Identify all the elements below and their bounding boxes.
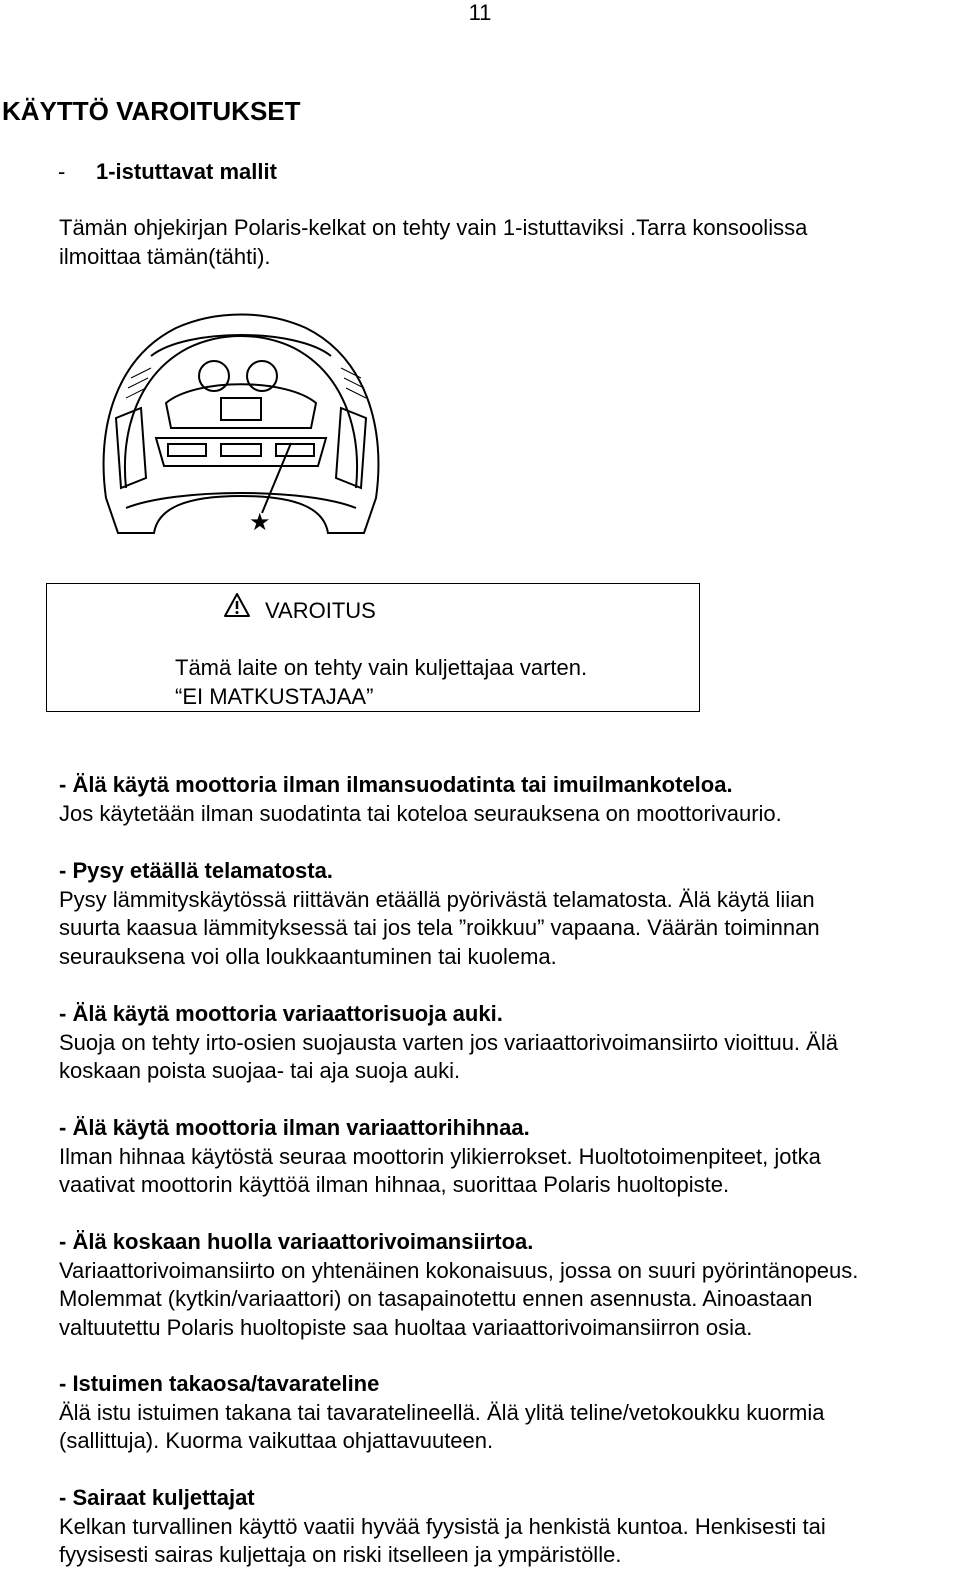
page-title: KÄYTTÖ VAROITUKSET xyxy=(2,96,301,126)
section-heading: - Älä käytä moottoria ilman variaattorihihnaa. xyxy=(59,1115,530,1140)
subsection-title: 1-istuttavat mallit xyxy=(96,159,277,184)
section-sick-drivers xyxy=(59,1484,826,1570)
section-heading: - Sairaat kuljettajat xyxy=(59,1485,255,1510)
section-heading: - Älä käytä moottoria ilman ilmansuodatinta tai imuilmankoteloa. xyxy=(59,772,733,797)
gauge-right-icon xyxy=(247,361,277,391)
instrument-block xyxy=(221,398,261,420)
section-track xyxy=(59,857,820,971)
dash-panel xyxy=(166,384,316,428)
warning-text: Tämä laite on tehty vain kuljettajaa varten. xyxy=(175,655,588,680)
warning-triangle-icon xyxy=(223,592,251,618)
section-heading: - Istuimen takaosa/tavarateline xyxy=(59,1371,380,1396)
section-clutch-service xyxy=(59,1228,858,1342)
warning-title: VAROITUS xyxy=(265,598,376,623)
page-number: 11 xyxy=(468,0,492,25)
section-line: (sallittuja). Kuorma vaikuttaa ohjattavuuteen. xyxy=(59,1428,494,1453)
section-line: Älä istu istuimen takana tai tavaratelineellä. Älä ylitä teline/vetokoukku kuormia xyxy=(59,1399,825,1425)
section-line: Molemmat (kytkin/variaattori) on tasapainotettu ennen asennusta. Ainoastaan xyxy=(59,1286,813,1311)
star-icon: ★ xyxy=(249,508,271,536)
section-heading: - Pysy etäällä telamatosta. xyxy=(59,858,333,883)
vent-center xyxy=(221,444,261,456)
subsection-bullet: - xyxy=(58,159,66,184)
warning-box xyxy=(46,583,700,712)
console-outer-shell xyxy=(104,315,379,534)
section-line: Kelkan turvallinen käyttö vaatii hyvää fyysistä ja henkistä kuntoa. Henkisesti tai xyxy=(59,1513,826,1539)
section-line: valtuutettu Polaris huoltopiste saa huoltaa variaattorivoimansiirron osia. xyxy=(59,1314,753,1340)
intro-paragraph xyxy=(59,214,807,271)
section-line: Ilman hihnaa käytöstä seuraa moottorin ylikierrokset. Huoltotoimenpiteet, jotka xyxy=(59,1143,821,1169)
intro-line: Tämän ohjekirjan Polaris-kelkat on tehty vain 1-istuttaviksi .Tarra konsoolissa xyxy=(59,215,808,240)
section-air-filter xyxy=(59,771,782,828)
section-clutch-guard xyxy=(59,1000,838,1086)
section-seat-rack xyxy=(59,1370,825,1456)
section-line: fyysisesti sairas kuljettaja on riski itselleen ja ympäristölle. xyxy=(59,1542,622,1567)
warning-text-no-passenger: “EI MATKUSTAJAA” xyxy=(175,684,374,709)
section-heading: - Älä käytä moottoria variaattorisuoja auki. xyxy=(59,1001,503,1026)
section-line: Jos käytetään ilman suodatinta tai koteloa seurauksena on moottorivaurio. xyxy=(59,800,782,826)
intro-line: ilmoittaa tämän(tähti). xyxy=(59,243,271,269)
section-line: Suoja on tehty irto-osien suojausta varten jos variaattorivoimansiirto vioittuu. Älä xyxy=(59,1029,838,1055)
section-drive-belt xyxy=(59,1114,821,1200)
hatch-left xyxy=(126,368,366,398)
section-line: Variaattorivoimansiirto on yhtenäinen kokonaisuus, jossa on suuri pyörintänopeus. xyxy=(59,1257,859,1283)
vent-right xyxy=(276,444,314,456)
section-line: vaativat moottorin käyttöä ilman hihnaa, suorittaa Polaris huoltopiste. xyxy=(59,1172,730,1197)
section-heading: - Älä koskaan huolla variaattorivoimansiirtoa. xyxy=(59,1229,534,1254)
section-line: suurta kaasua lämmityksessä tai jos tela ”roikkuu” vapaana. Väärän toiminnan xyxy=(59,915,820,940)
section-line: Pysy lämmityskäytössä riittävän etäällä pyörivästä telamatosta. Älä käytä liian xyxy=(59,886,815,912)
lower-panel xyxy=(156,438,326,466)
section-line: seurauksena voi olla loukkaantuminen tai kuolema. xyxy=(59,943,557,969)
vent-left xyxy=(168,444,206,456)
section-line: koskaan poista suojaa- tai aja suoja auki. xyxy=(59,1058,461,1083)
console-illustration xyxy=(96,308,386,544)
